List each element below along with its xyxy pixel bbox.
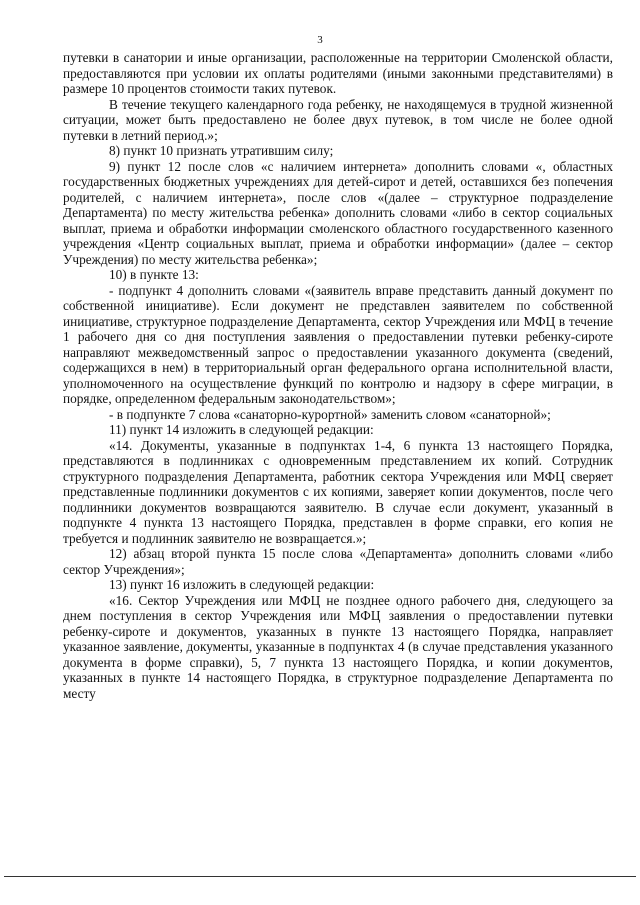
paragraph: 10) в пункте 13: (109, 267, 199, 282)
bottom-rule (4, 876, 636, 877)
paragraph: 13) пункт 16 изложить в следующей редакции: (109, 577, 375, 592)
paragraph: «14. Документы, указанные в подпунктах 1-4, 6 пункта 13 настоящего Порядка, представляются в подлинниках с одновременным представлением их копий. Сотрудник структурного подразделения Департамента, работник сектора Учреждения или МФЦ сверяет представленные подлинники документов с их копиями, заверяет копии документов, после чего подлинники документов возвращаются заявителю. В случае если документ, указанный в подпункте 4 пункта 13 настоящего Порядка, представлен в форме справки, его копия не требуется и подлинник заявителю не возвращается.»; (63, 437, 613, 546)
paragraph: путевки в санатории и иные организации, расположенные на территории Смоленской области, предоставляются при условии их оплаты родителями (иными законными представителями) в размере 10 процентов стоимости таких путевок. (63, 50, 613, 96)
paragraph: 9) пункт 12 после слов «с наличием интернета» дополнить словами «, областных государственных бюджетных учреждениях для детей-сирот и детей, оставшихся без попечения родителей, с наличием интернета», после слов «(далее – структурное подразделение Департамента) по месту жительства ребенка» дополнить словами «либо в сектор социальных выплат, приема и обработки информации смоленского областного государственного казенного учреждения «Центр социальных выплат, приема и обработки информации» (далее – сектор Учреждения) по месту жительства ребенка»; (63, 158, 613, 267)
paragraph: В течение текущего календарного года ребенку, не находящемуся в трудной жизненной ситуации, может быть предоставлено не более двух путевок, в том числе не более одной путевки в летний период.»; (63, 96, 613, 143)
page-number: 3 (317, 34, 323, 46)
document-body (63, 50, 613, 701)
paragraph: 8) пункт 10 признать утратившим силу; (109, 143, 334, 158)
paragraph: - в подпункте 7 слова «санаторно-курортной» заменить словом «санаторной»; (109, 406, 551, 422)
paragraph: - подпункт 4 дополнить словами «(заявитель вправе представить данный документ по собственной инициативе). Если документ не представлен заявителем по собственной инициативе, структурное подразделение Департамента, сектор Учреждения или МФЦ в течение 1 рабочего дня со дня поступления заявления о предоставлении путевки ребенку-сироте направляют межведомственный запрос о предоставлении указанного документа (сведений, содержащихся в нем) в территориальный орган федерального органа исполнительной власти, уполномоченного на осуществление функций по контролю и надзору в сфере миграции, в порядке, определенном федеральным законодательством»; (63, 282, 613, 406)
paragraph: 11) пункт 14 изложить в следующей редакции: (109, 422, 374, 437)
paragraph: «16. Сектор Учреждения или МФЦ не позднее одного рабочего дня, следующего за днем поступления в сектор Учреждения или МФЦ заявления о предоставлении путевки ребенку-сироте и документов, указанных в пункте 13 настоящего Порядка, направляет указанное заявление, документы, указанные в подпунктах 4 (в случае представления указанного документа в форме справки), 5, 7 пункта 13 настоящего Порядка, и копии документов, указанных в пункте 14 настоящего Порядка, в структурное подразделение Департамента по месту (63, 592, 613, 701)
paragraph: 12) абзац второй пункта 15 после слова «Департамента» дополнить словами «либо сектор Учреждения»; (63, 546, 613, 577)
